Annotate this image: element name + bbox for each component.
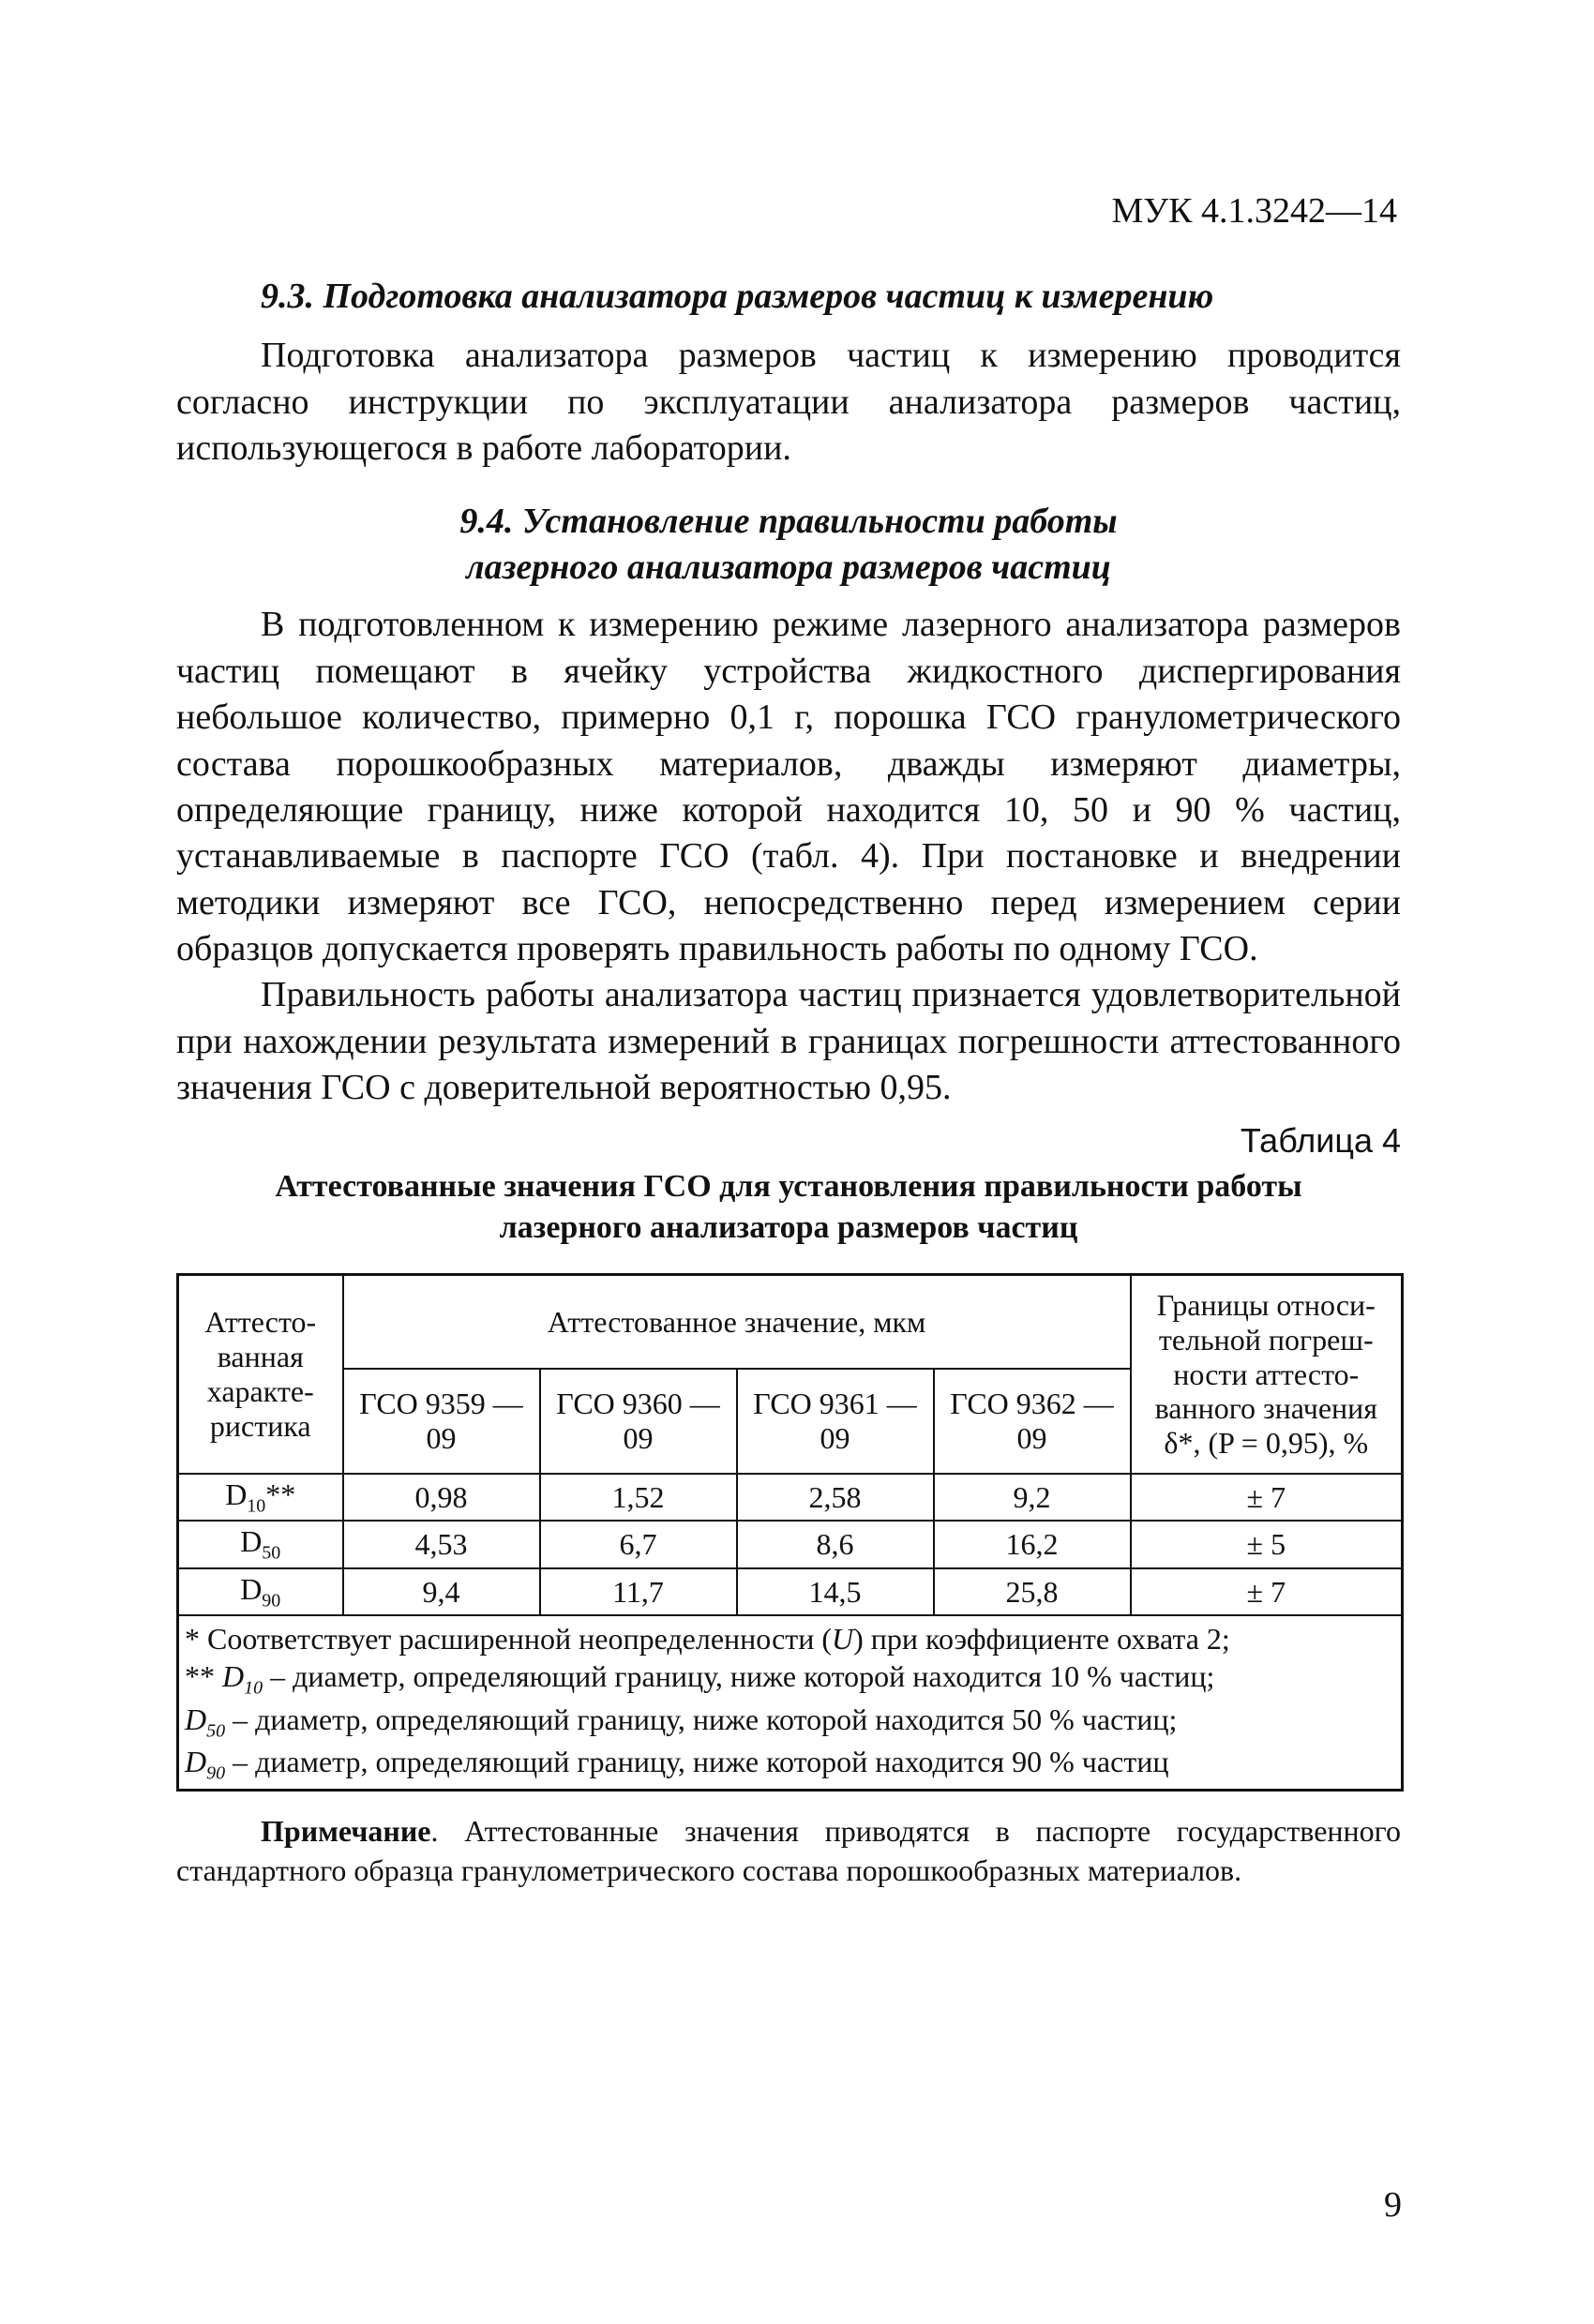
footnote-4-var: D bbox=[185, 1744, 207, 1778]
table-header-row-1 bbox=[178, 1275, 1403, 1370]
row-label bbox=[178, 1474, 343, 1521]
table-footnotes-row bbox=[178, 1615, 1403, 1791]
table-title-line1: Аттестованные значения ГСО для установления правильности работы bbox=[275, 1168, 1302, 1204]
table-cell: 2,58 bbox=[737, 1474, 934, 1521]
footnote-4 bbox=[185, 1743, 1395, 1785]
row-label-sub: 90 bbox=[262, 1590, 281, 1612]
footnote-1 bbox=[185, 1620, 1395, 1657]
section-9-4-title bbox=[176, 499, 1401, 592]
table-label: Таблица 4 bbox=[1240, 1120, 1401, 1160]
note-text: . Аттестованные значения приводятся в паспорте государственного стандартного образца гранулометрического состава порошкообразных материалов. bbox=[176, 1814, 1401, 1887]
row-label-base: D bbox=[240, 1524, 263, 1559]
row-label bbox=[178, 1568, 343, 1615]
header-error-bounds: Границы относи-тельной погреш-ности аттесто-ванного значения δ*, (P = 0,95), % bbox=[1131, 1275, 1403, 1475]
footnote-4-sub: 90 bbox=[206, 1762, 226, 1784]
footnote-2-prefix: ** bbox=[185, 1659, 222, 1694]
footnote-2 bbox=[185, 1657, 1395, 1700]
footnote-2-text: – диаметр, определяющий границу, ниже которой находится 10 % частиц; bbox=[263, 1659, 1215, 1694]
footnote-2-sub: 10 bbox=[244, 1677, 263, 1699]
table-title bbox=[176, 1166, 1401, 1249]
certified-values-table bbox=[176, 1273, 1404, 1792]
section-9-4-title-line1: 9.4. Установление правильности работы bbox=[459, 501, 1118, 541]
table-cell: 25,8 bbox=[934, 1568, 1131, 1615]
table-cell: 4,53 bbox=[343, 1521, 540, 1567]
row-label-suffix: ** bbox=[265, 1477, 296, 1512]
table-cell-bound: ± 5 bbox=[1131, 1521, 1403, 1567]
header-certified-value: Аттестованное значение, мкм bbox=[343, 1275, 1131, 1370]
footnote-1-text-b: ) при коэффициенте охвата 2; bbox=[853, 1622, 1230, 1657]
footnote-3 bbox=[185, 1701, 1395, 1743]
table-cell: 11,7 bbox=[540, 1568, 737, 1615]
table-cell: 16,2 bbox=[934, 1521, 1131, 1567]
table-cell: 0,98 bbox=[343, 1474, 540, 1521]
row-label bbox=[178, 1521, 343, 1567]
table-cell: 9,2 bbox=[934, 1474, 1131, 1521]
page-content bbox=[176, 274, 1401, 1891]
table-cell-bound: ± 7 bbox=[1131, 1474, 1403, 1521]
table-cell: 1,52 bbox=[540, 1474, 737, 1521]
header-gso-9362: ГСО 9362 —09 bbox=[934, 1369, 1131, 1474]
row-label-base: D bbox=[240, 1571, 263, 1606]
footnote-4-text: – диаметр, определяющий границу, ниже которой находится 90 % частиц bbox=[225, 1744, 1169, 1778]
document-code: МУК 4.1.3242—14 bbox=[1111, 191, 1397, 231]
row-label-sub: 50 bbox=[262, 1542, 281, 1564]
section-9-4-paragraph-1: В подготовленном к измерению режиме лазерного анализатора размеров частиц помещают в ячейку устройства жидкостного диспергирования небольшое количество, примерно 0,1 г, порошка ГСО гранулометрического состава порошкообразных материалов, дважды измеряют диаметры, определяющие границу, ниже которой находится 10, 50 и 90 % частиц, устанавливаемые в паспорте ГСО (табл. 4). При постановке и внедрении методики измеряют все ГСО, непосредственно перед измерением серии образцов допускается проверять правильность работы по одному ГСО. bbox=[176, 605, 1401, 969]
table-cell-bound: ± 7 bbox=[1131, 1568, 1403, 1615]
note-label: Примечание bbox=[261, 1814, 431, 1849]
table-row-d50 bbox=[178, 1521, 1403, 1567]
section-9-4-title-line2: лазерного анализатора размеров частиц bbox=[466, 547, 1111, 587]
section-9-3-text: Подготовка анализатора размеров частиц к измерению проводится согласно инструкции по эксплуатации анализатора размеров частиц, использующегося в работе лаборатории. bbox=[176, 336, 1401, 469]
table-row-d10 bbox=[178, 1474, 1403, 1521]
section-9-4-paragraph-2: Правильность работы анализатора частиц признается удовлетворительной при нахождении результата измерений в границах погрешности аттестованного значения ГСО с доверительной вероятностью 0,95. bbox=[176, 975, 1401, 1108]
note-paragraph bbox=[176, 1812, 1401, 1890]
footnote-1-var: U bbox=[832, 1622, 854, 1657]
table-cell: 6,7 bbox=[540, 1521, 737, 1567]
table-footnotes bbox=[178, 1615, 1403, 1791]
footnote-1-text-a: * Соответствует расширенной неопределенности ( bbox=[185, 1622, 833, 1657]
page-number: 9 bbox=[1384, 2185, 1402, 2225]
table-row-d90 bbox=[178, 1568, 1403, 1615]
table-cell: 14,5 bbox=[737, 1568, 934, 1615]
header-gso-9360: ГСО 9360 —09 bbox=[540, 1369, 737, 1474]
footnote-3-sub: 50 bbox=[206, 1719, 226, 1741]
header-characteristic: Аттесто-ванная характе-ристика bbox=[178, 1275, 343, 1475]
table-cell: 8,6 bbox=[737, 1521, 934, 1567]
header-gso-9359: ГСО 9359 —09 bbox=[343, 1369, 540, 1474]
table-cell: 9,4 bbox=[343, 1568, 540, 1615]
row-label-sub: 10 bbox=[247, 1495, 266, 1517]
section-9-3-title: 9.3. Подготовка анализатора размеров частиц к измерению bbox=[261, 277, 1214, 316]
footnote-3-text: – диаметр, определяющий границу, ниже которой находится 50 % частиц; bbox=[225, 1702, 1178, 1736]
row-label-base: D bbox=[225, 1477, 248, 1512]
footnote-3-var: D bbox=[185, 1702, 207, 1736]
footnote-2-var: D bbox=[222, 1659, 245, 1694]
table-title-line2: лазерного анализатора размеров частиц bbox=[499, 1209, 1078, 1245]
header-gso-9361: ГСО 9361 —09 bbox=[737, 1369, 934, 1474]
